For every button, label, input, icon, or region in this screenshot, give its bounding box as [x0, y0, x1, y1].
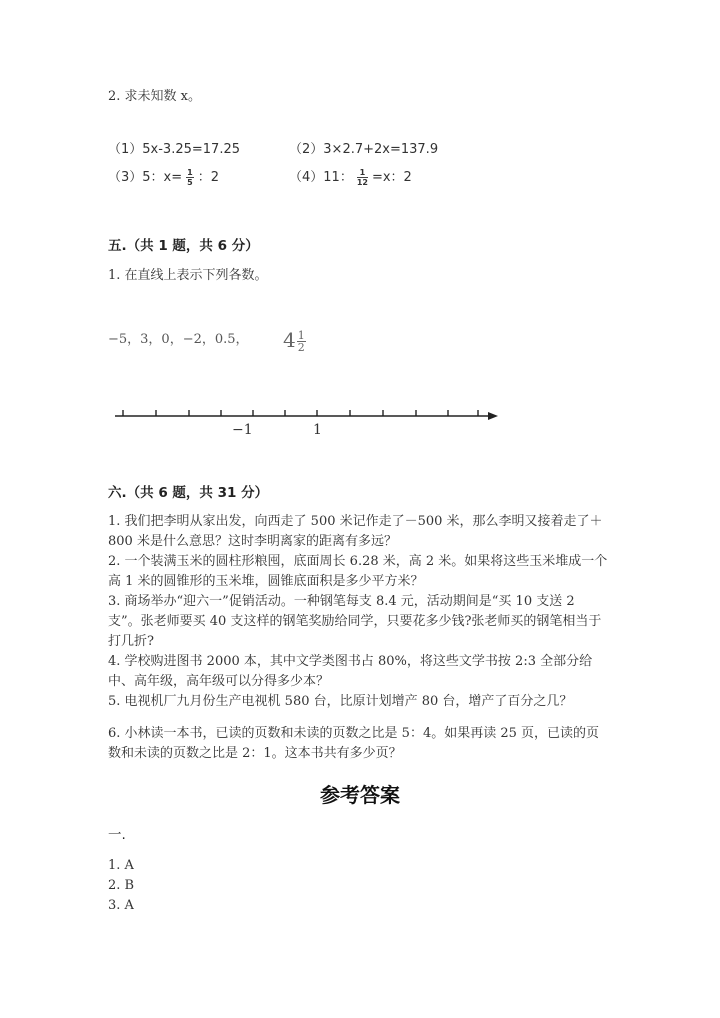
mixed-whole: 4	[283, 328, 296, 352]
question-6: 6. 小林读一本书，已读的页数和未读的页数之比是 5：4。如果再读 25 页，已读的页数和未读的页数之比是 2：1。这本书共有多少页？	[108, 726, 600, 761]
section-6-header: 六.（共 6 题，共 31 分）	[108, 485, 269, 501]
fraction-numerator: 1	[357, 168, 368, 178]
equation-3	[108, 166, 219, 187]
question-2: 2. 一个装满玉米的圆柱形粮囤，底面周长 6.28 米，高 2 米。如果将这些玉米堆成一个高 1 米的圆锥形的玉米堆，圆锥底面积是多少平方米？	[108, 554, 608, 589]
equation-4	[289, 166, 412, 187]
question-2-title: 2. 求未知数 x。	[108, 89, 201, 104]
section-6-questions	[108, 512, 608, 764]
label-minus-1: −1	[232, 422, 253, 438]
section-5-header: 五.（共 1 题，共 6 分）	[108, 238, 259, 254]
answer-2: 2. B	[108, 878, 135, 893]
numbers-list: −5，3，0，−2，0.5，	[108, 332, 249, 347]
section-5-question-1: 1. 在直线上表示下列各数。	[108, 268, 268, 283]
equation-expr: 3×2.7+2x=137.9	[323, 142, 439, 157]
fraction-denominator: 12	[356, 178, 368, 187]
equation-post: =x：2	[371, 170, 412, 185]
arrow-right-icon	[488, 412, 498, 420]
mixed-fraction	[297, 330, 306, 353]
label-1: 1	[313, 422, 322, 438]
equation-expr: 5x-3.25=17.25	[142, 142, 240, 157]
answers-section-1: 一.	[108, 827, 126, 843]
question-5: 5. 电视机厂九月份生产电视机 580 台，比原计划增产 80 台，增产了百分之几？	[108, 694, 573, 709]
answer-3: 3. A	[108, 898, 134, 913]
fraction	[357, 168, 368, 187]
answer-1: 1. A	[108, 858, 134, 873]
question-4: 4. 学校购进图书 2000 本，其中文学类图书占 80%，将这些文学书按 2:3 全部分给中、高年级，高年级可以分得多少本？	[108, 654, 593, 689]
equation-pre: 11：	[323, 170, 353, 185]
number-line	[0, 400, 720, 445]
equation-label: （4）	[289, 170, 324, 185]
equation-1	[108, 138, 240, 157]
answers-title: 参考答案	[320, 783, 400, 807]
question-3: 3. 商场举办“迎六一”促销活动。一种钢笔每支 8.4 元，活动期间是“买 10 支送 2 支”。张老师要买 40 支这样的钢笔奖励给同学，只要花多少钱?张老师买的钢笔相当于打几折?	[108, 594, 602, 649]
fraction-denominator: 2	[297, 341, 305, 354]
equation-label: （3）	[108, 170, 143, 185]
mixed-number	[283, 328, 306, 353]
fraction	[186, 168, 194, 187]
equation-label: （1）	[108, 142, 143, 157]
equation-post: ：2	[197, 170, 219, 185]
equation-2	[289, 138, 438, 157]
fraction-denominator: 5	[187, 178, 193, 187]
question-1: 1. 我们把李明从家出发，向西走了 500 米记作走了－500 米，那么李明又接着走了＋800 米是什么意思？这时李明离家的距离有多远？	[108, 514, 603, 549]
fraction-numerator: 1	[297, 329, 305, 342]
equation-label: （2）	[289, 142, 324, 157]
fraction-numerator: 1	[187, 168, 193, 177]
equation-pre: 5：x=	[142, 170, 183, 185]
